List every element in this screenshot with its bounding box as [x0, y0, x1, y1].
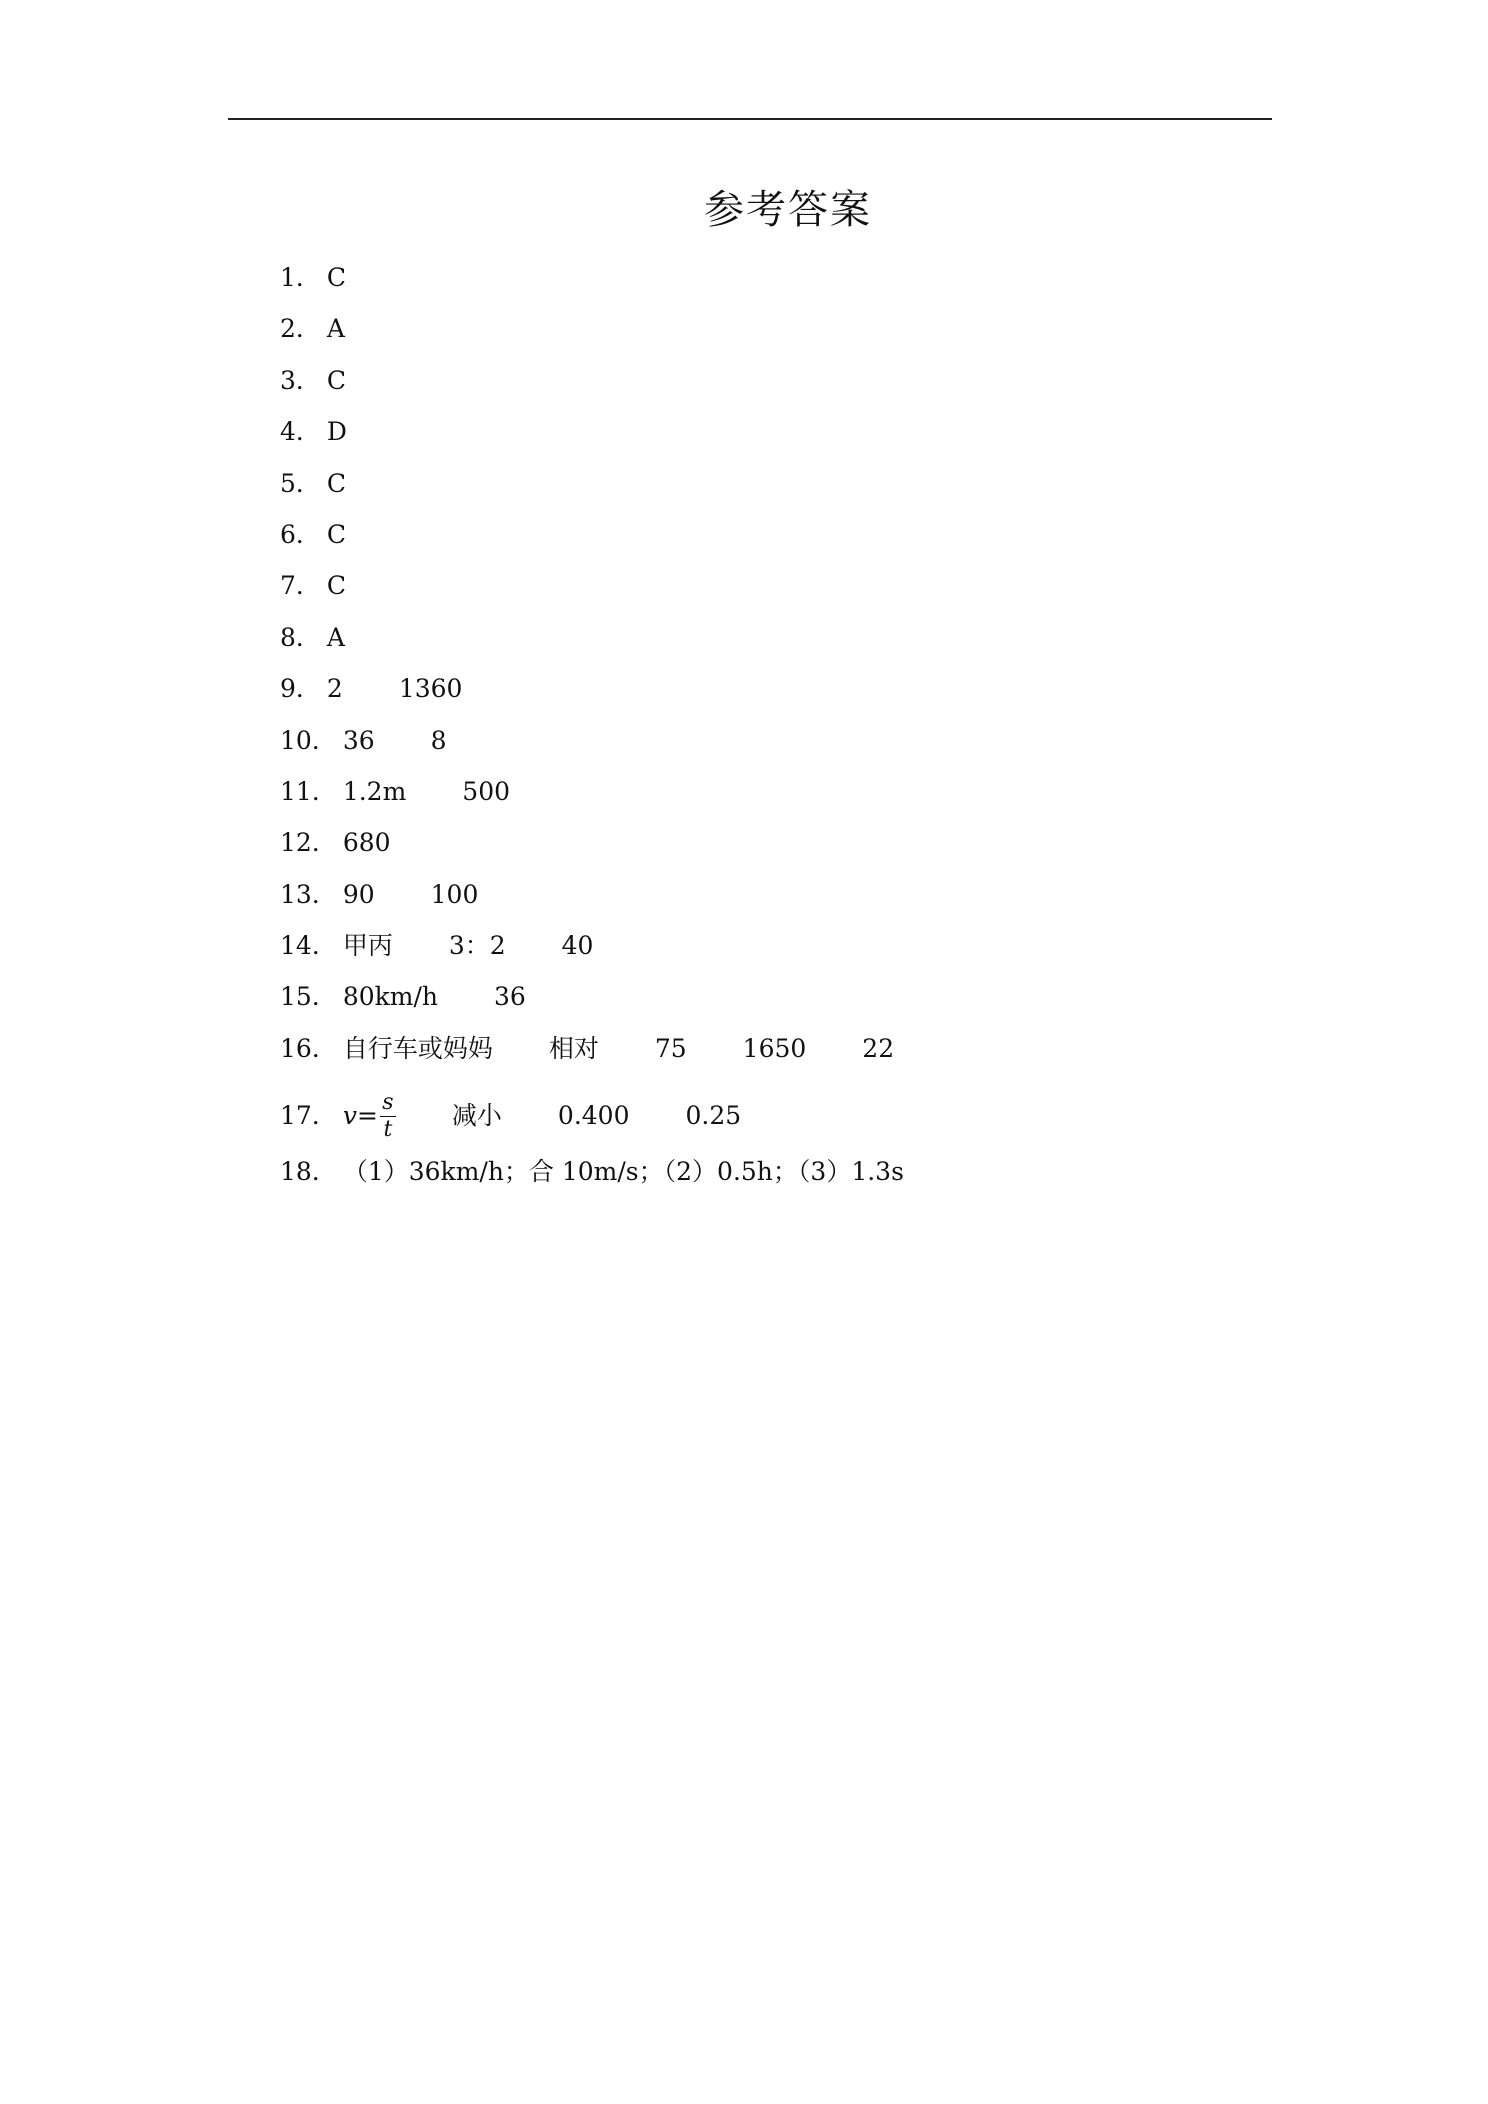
answer-18: 18 ． （1）36km/h；合 10m/s；（2）0.5h；（3）1.3s	[280, 1152, 904, 1203]
answer-value: 减小	[451, 1101, 502, 1131]
answer-value: C	[326, 468, 347, 498]
answer-value: 8	[430, 725, 447, 755]
answer-11: 11 ． 1.2m 500	[280, 772, 904, 823]
answer-number: 12	[280, 828, 312, 858]
answer-list	[280, 258, 904, 1204]
fraction-denominator: t	[383, 1116, 393, 1142]
answer-value: 0.400	[557, 1101, 630, 1131]
answer-3: 3 ． C	[280, 361, 904, 412]
answer-number: 9	[280, 674, 296, 704]
answer-value: 0.25	[685, 1101, 742, 1131]
answer-value: 甲丙	[342, 931, 393, 961]
answer-value: C	[326, 519, 347, 549]
answer-value: 80km/h	[342, 982, 439, 1012]
answer-value: 自行车或妈妈	[342, 1033, 493, 1063]
answer-value: 1.2m	[342, 776, 407, 806]
answer-value: C	[326, 263, 347, 292]
answer-7: 7 ． C	[280, 566, 904, 617]
answer-value: 75	[654, 1033, 687, 1063]
answer-value: 500	[462, 776, 511, 806]
header-rule	[228, 118, 1272, 120]
answer-8: 8 ． A	[280, 618, 904, 669]
answer-number: 7	[280, 571, 296, 601]
answer-value: 1650	[742, 1033, 807, 1063]
answer-number: 4	[280, 417, 296, 447]
answer-17: 17 ． v = $\frac{s}{t}$ 减小 0.400 0.25	[280, 1089, 742, 1142]
answer-9: 9 ． 2 1360	[280, 669, 904, 720]
answer-1: 1 ． C	[280, 258, 904, 309]
answer-number: 14	[280, 931, 312, 961]
answer-value: （1）36km/h；合 10m/s；（2）0.5h；（3）1.3s	[342, 1157, 904, 1187]
speed-formula	[343, 1090, 396, 1143]
answer-value: C	[326, 365, 347, 395]
answer-value: A	[326, 314, 345, 344]
answer-value: 680	[342, 828, 391, 858]
answer-6: 6 ． C	[280, 515, 904, 566]
answer-number: 17	[280, 1101, 312, 1131]
answer-4: 4 ． D	[280, 412, 904, 463]
answer-value: D	[326, 417, 347, 447]
answer-value: 3：2	[448, 931, 506, 961]
answer-number: 6	[280, 519, 296, 549]
answer-number: 16	[280, 1033, 312, 1063]
formula-equals: =	[356, 1101, 378, 1131]
answer-16: 16 ． 自行车或妈妈 相对 75 1650 22	[280, 1029, 904, 1080]
answer-number: 11	[280, 776, 312, 806]
answer-number: 1	[280, 263, 296, 292]
answer-number: 13	[280, 879, 312, 909]
answer-number: 3	[280, 365, 296, 395]
answer-number: 15	[280, 982, 312, 1012]
answer-number: 8	[280, 622, 296, 652]
fraction-numerator: s	[382, 1089, 394, 1115]
answer-2: 2 ． A	[280, 309, 904, 360]
answer-value: C	[326, 571, 347, 601]
answer-12: 12 ． 680	[280, 823, 904, 874]
answer-value: 相对	[548, 1033, 599, 1063]
answer-5: 5 ． C	[280, 464, 904, 515]
formula-fraction	[380, 1090, 396, 1143]
answer-13: 13 ． 90 100	[280, 875, 904, 926]
answer-value: 100	[430, 879, 479, 909]
answer-15: 15 ． 80km/h 36	[280, 977, 904, 1028]
answer-value: 36	[342, 725, 375, 755]
answer-value: 36	[494, 982, 526, 1012]
answer-number: 10	[280, 725, 312, 755]
answer-value: 1360	[398, 674, 463, 704]
formula-variable: v	[342, 1101, 357, 1131]
answer-value: 40	[561, 931, 594, 961]
answer-value: A	[326, 622, 345, 652]
answer-number: 2	[280, 314, 296, 344]
answer-10: 10 ． 36 8	[280, 721, 904, 772]
page-title: 参考答案	[704, 187, 872, 233]
answer-value: 2	[326, 674, 343, 704]
answer-number: 5	[280, 468, 296, 498]
answer-value: 22	[862, 1033, 895, 1063]
answer-value: 90	[342, 879, 375, 909]
answer-number: 18	[280, 1157, 312, 1187]
answer-14: 14 ． 甲丙 3：2 40	[280, 926, 904, 977]
